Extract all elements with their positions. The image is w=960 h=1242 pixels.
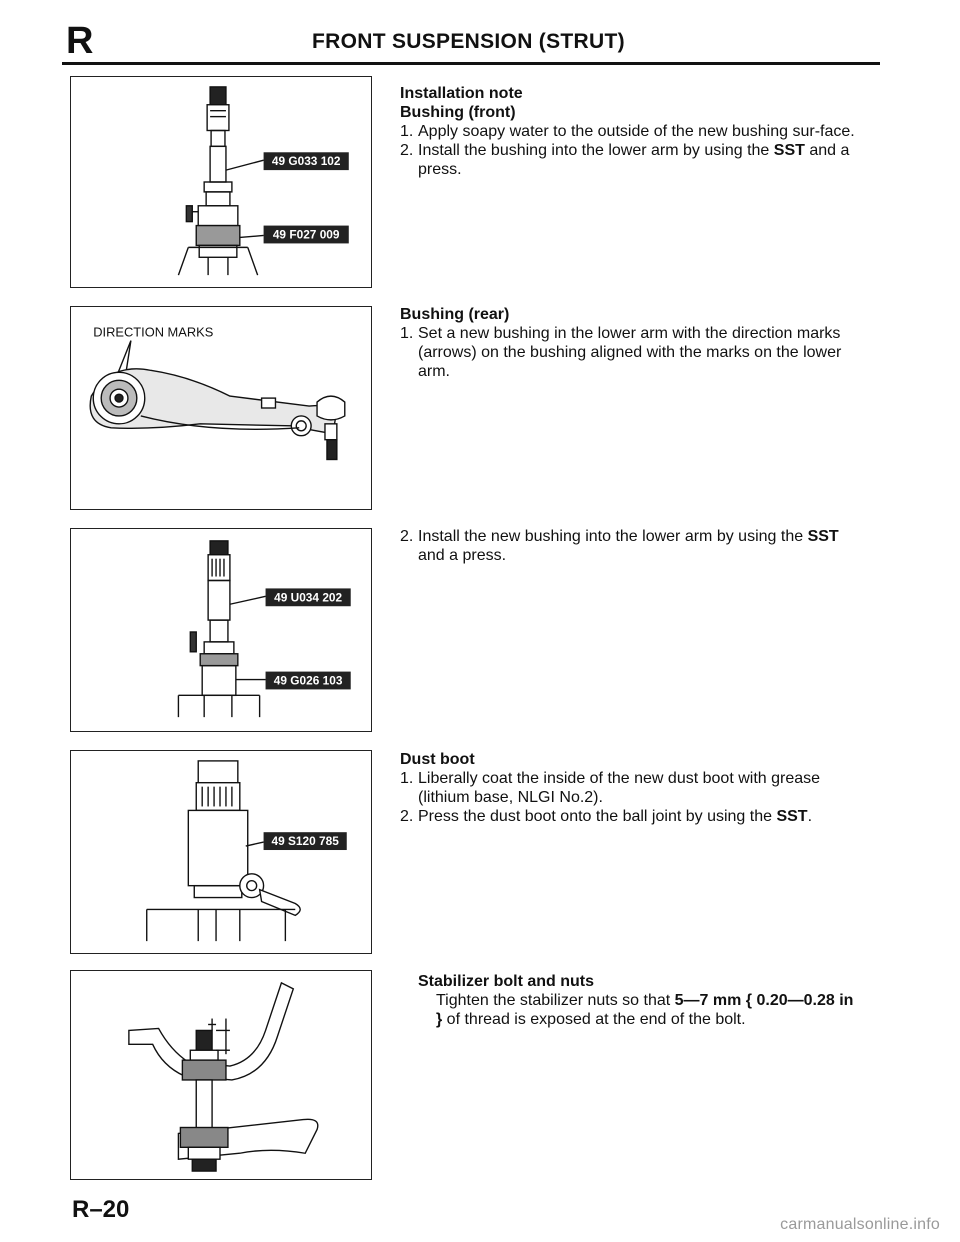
tool-number-label-3: 49 U034 202 bbox=[274, 590, 343, 605]
bushing-front-heading: Bushing (front) bbox=[400, 104, 516, 121]
step-text: Set a new bushing in the lower arm with the direction marks (arrows) on the bushing aligned with the marks on the lower arm. bbox=[418, 325, 842, 380]
instruction-text-part: of thread is exposed at the end of the bolt. bbox=[442, 1011, 746, 1028]
section-stabilizer bbox=[418, 972, 862, 1029]
step-text-part: Install the new bushing into the lower arm by using the bbox=[418, 528, 808, 545]
watermark: carmanualsonline.info bbox=[780, 1216, 940, 1233]
header-rule bbox=[62, 62, 880, 65]
figure-dust-boot-press-drawing bbox=[71, 751, 371, 953]
list-item bbox=[400, 807, 862, 826]
bushing-rear-heading: Bushing (rear) bbox=[400, 306, 510, 323]
figure-stabilizer-bolt-drawing bbox=[71, 971, 371, 1179]
section-bushing-front bbox=[400, 84, 862, 179]
section-bushing-rear bbox=[400, 305, 862, 381]
section-dust-boot bbox=[400, 750, 862, 826]
direction-marks-caption: DIRECTION MARKS bbox=[93, 324, 214, 340]
step-text bbox=[418, 527, 862, 565]
step-text bbox=[418, 807, 862, 826]
page-title: FRONT SUSPENSION (STRUT) bbox=[312, 30, 625, 53]
section-letter: R bbox=[66, 20, 94, 62]
step-number: 1. bbox=[400, 325, 414, 342]
sst-term: SST bbox=[807, 528, 839, 545]
step-text: Liberally coat the inside of the new dust boot with grease (lithium base, NLGI No.2). bbox=[418, 770, 821, 806]
figure-bushing-rear-press-drawing bbox=[71, 529, 371, 731]
step-number: 1. bbox=[400, 123, 414, 140]
list-item bbox=[400, 324, 862, 381]
sst-term: SST bbox=[776, 808, 808, 825]
step-number: 2. bbox=[400, 808, 414, 825]
tool-number-label-4: 49 G026 103 bbox=[273, 673, 343, 688]
list-item bbox=[400, 769, 862, 807]
list-item bbox=[400, 122, 862, 141]
tool-number-label-2: 49 F027 009 bbox=[272, 227, 340, 242]
step-text-part: Press the dust boot onto the ball joint by using the bbox=[418, 808, 777, 825]
sst-term: SST bbox=[773, 142, 805, 159]
step-number: 2. bbox=[400, 142, 414, 159]
step-text: Apply soapy water to the outside of the new bushing sur-face. bbox=[418, 123, 855, 140]
list-item bbox=[400, 527, 862, 565]
step-number: 2. bbox=[400, 528, 414, 545]
instruction-text-part: Tighten the stabilizer nuts so that bbox=[436, 992, 675, 1009]
step-text-part: Install the bushing into the lower arm by using the bbox=[418, 142, 774, 159]
tool-number-label-1: 49 G033 102 bbox=[271, 154, 341, 169]
step-text bbox=[418, 141, 862, 179]
dust-boot-heading: Dust boot bbox=[400, 751, 475, 768]
figure-dust-boot-press bbox=[70, 750, 372, 954]
page-number: R–20 bbox=[72, 1196, 130, 1223]
thread-length-spec: 5—7 mm { 0.20—0.28 in } bbox=[436, 992, 854, 1028]
tool-number-label-5: 49 S120 785 bbox=[271, 834, 339, 849]
step-number: 1. bbox=[400, 770, 414, 787]
figure-bushing-front-press-drawing bbox=[71, 77, 371, 287]
step-text-part: and a press. bbox=[418, 547, 507, 564]
list-item bbox=[400, 141, 862, 179]
stabilizer-instruction bbox=[418, 991, 862, 1029]
stabilizer-heading: Stabilizer bolt and nuts bbox=[418, 973, 595, 990]
step-text-part: . bbox=[807, 808, 813, 825]
figure-bushing-rear-press bbox=[70, 528, 372, 732]
installation-note-heading: Installation note bbox=[400, 85, 523, 102]
step-text-part: and a press. bbox=[418, 142, 850, 178]
figure-stabilizer-bolt bbox=[70, 970, 372, 1180]
figure-bushing-front-press bbox=[70, 76, 372, 288]
figure-lower-arm-drawing bbox=[71, 307, 371, 509]
section-bushing-rear-step2 bbox=[400, 527, 862, 565]
figure-lower-arm-direction-marks bbox=[70, 306, 372, 510]
